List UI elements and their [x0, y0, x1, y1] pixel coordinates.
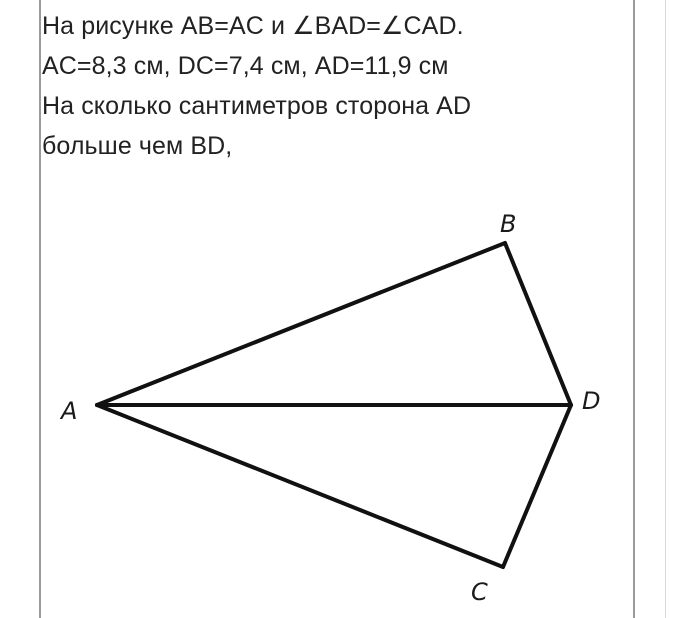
vertex-label-d: D: [582, 387, 601, 415]
segment-ab: [97, 243, 505, 405]
problem-line-2: AC=8,3 см, DC=7,4 см, AD=11,9 см: [42, 52, 449, 80]
segment-cd: [503, 405, 571, 567]
vertex-label-b: B: [500, 210, 517, 238]
problem-line-4: больше чем BD,: [42, 132, 233, 160]
vertex-label-a: A: [61, 397, 78, 425]
problem-line-1: На рисунке AB=AC и ∠BAD=∠CAD.: [42, 12, 464, 40]
segment-bd: [505, 243, 571, 405]
vertex-label-c: C: [471, 578, 488, 606]
problem-line-3: На сколько сантиметров сторона AD: [42, 92, 472, 120]
segment-ac: [97, 405, 503, 567]
